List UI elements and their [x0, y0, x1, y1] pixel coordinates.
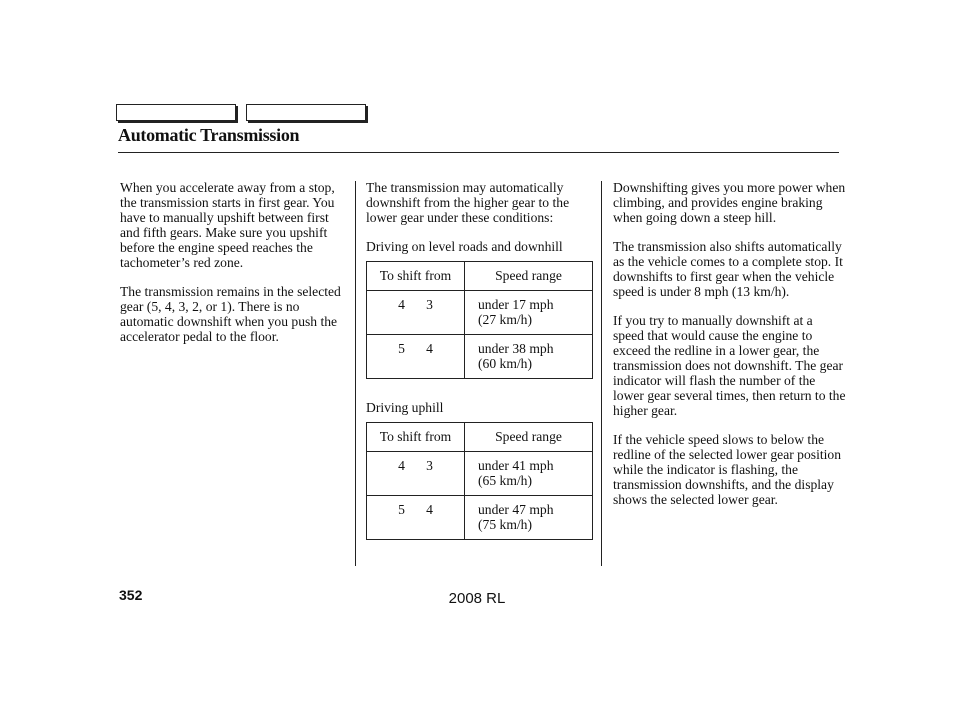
paragraph: If you try to manually downshift at a speed that would cause the engine to exceed the redline in a lower gear, the transmission does not downshift. The gear indicator will flash the number of the lower gear several times, then return to the higher gear.	[613, 313, 846, 418]
nav-tab-2[interactable]	[246, 104, 366, 121]
gear-cell	[367, 335, 465, 379]
speed-cell	[465, 496, 593, 540]
speed-kmh: (75 km/h)	[478, 516, 532, 532]
gear-from: 4	[398, 297, 405, 313]
gear-to: 4	[426, 502, 433, 518]
column-divider	[601, 181, 602, 566]
paragraph: The transmission may automatically downshift from the higher gear to the lower gear under these conditions:	[366, 180, 570, 225]
table-row	[367, 335, 593, 379]
column-header: To shift from	[367, 423, 465, 452]
table-header-row	[367, 262, 593, 291]
column-middle	[366, 181, 598, 562]
title-divider	[118, 152, 839, 153]
table-row	[367, 496, 593, 540]
speed-kmh: (27 km/h)	[478, 312, 532, 328]
speed-kmh: (60 km/h)	[478, 356, 532, 372]
column-divider	[355, 181, 356, 566]
table-header-row	[367, 423, 593, 452]
table-caption: Driving on level roads and downhill	[366, 239, 563, 255]
paragraph: If the vehicle speed slows to below the redline of the selected lower gear position while the indicator is flashing, the transmission downshifts, and the display shows the selected lower gear.	[613, 432, 841, 507]
gear-from: 5	[398, 502, 405, 518]
nav-tab-1[interactable]	[116, 104, 236, 121]
column-header: To shift from	[367, 262, 465, 291]
column-header: Speed range	[465, 423, 593, 452]
shift-table-level	[366, 261, 593, 379]
speed-mph: under 41 mph	[478, 458, 554, 474]
speed-mph: under 17 mph	[478, 297, 554, 313]
table-caption: Driving uphill	[366, 400, 444, 416]
speed-mph: under 38 mph	[478, 341, 554, 357]
gear-to: 3	[426, 458, 433, 474]
gear-cell	[367, 496, 465, 540]
table-row	[367, 452, 593, 496]
footer-model: 2008 RL	[448, 590, 506, 607]
column-left	[120, 181, 348, 359]
shift-table-uphill	[366, 422, 593, 540]
speed-kmh: (65 km/h)	[478, 472, 532, 488]
gear-from: 5	[398, 341, 405, 357]
gear-to: 4	[426, 341, 433, 357]
gear-cell	[367, 452, 465, 496]
gear-to: 3	[426, 297, 433, 313]
paragraph: The transmission remains in the selected gear (5, 4, 3, 2, or 1). There is no automatic downshift when you push the accelerator pedal to the floor.	[120, 283, 341, 344]
gear-from: 4	[398, 458, 405, 474]
paragraph: Downshifting gives you more power when climbing, and provides engine braking when going down a steep hill.	[613, 180, 846, 225]
page-title: Automatic Transmission	[118, 125, 300, 145]
speed-cell	[465, 452, 593, 496]
speed-cell	[465, 335, 593, 379]
column-header: Speed range	[465, 262, 593, 291]
speed-mph: under 47 mph	[478, 502, 554, 518]
column-right	[613, 181, 847, 522]
page-number: 352	[119, 587, 143, 603]
paragraph: The transmission also shifts automatically as the vehicle comes to a complete stop. It downshifts to first gear when the vehicle speed is under 8 mph (13 km/h).	[613, 239, 843, 299]
paragraph: When you accelerate away from a stop, the transmission starts in first gear. You have to manually upshift between first and fifth gears. Make sure you upshift before the engine speed reaches the tachometer’s red zone.	[120, 180, 335, 270]
table-row	[367, 291, 593, 335]
speed-cell	[465, 291, 593, 335]
gear-cell	[367, 291, 465, 335]
